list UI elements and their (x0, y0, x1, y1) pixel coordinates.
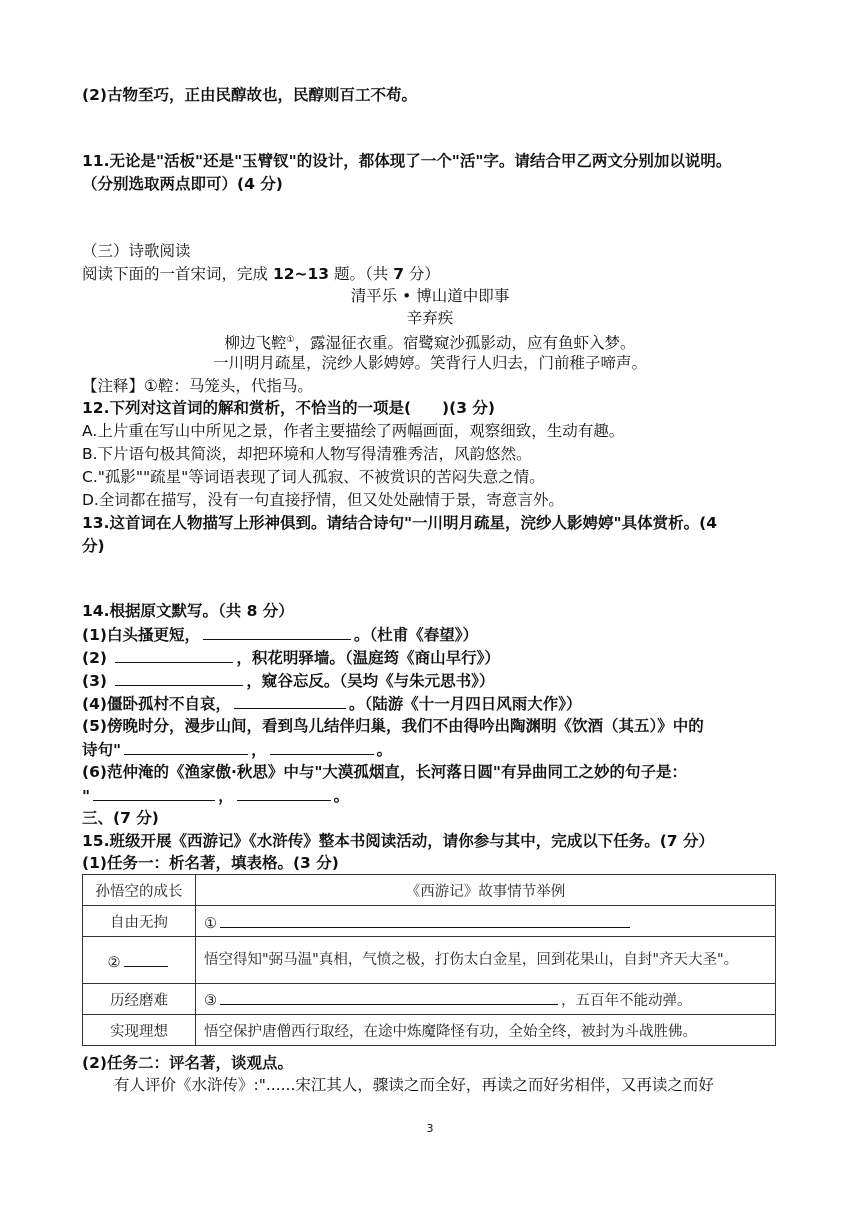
q13-line-1: 13.这首词在人物描写上形神俱到。请结合诗句"一川明月疏星，浣纱人影娉婷"具体赏析。(4 (82, 514, 717, 532)
q11-line-1: 11.无论是"活板"还是"玉臂钗"的设计，都体现了一个"活"字。请结合甲乙两文分别加以说明。 (82, 152, 732, 170)
answer-blank-1[interactable] (203, 623, 351, 640)
evaluation-line: 有人评价《水浒传》:"......宋江其人，骤读之而全好，再读之而好劣相伴，又再读之而好 (114, 1076, 714, 1094)
q14-6-end: 。 (333, 787, 350, 805)
instr-part-1: 阅读下面的一首宋词，完成 (82, 265, 273, 283)
task-1: (1)任务一：析名著，填表格。(3 分) (82, 854, 339, 872)
answer-blank-3[interactable] (115, 669, 243, 686)
q10-item-2: (2)古物至巧，正由民醇故也，民醇则百工不苟。 (82, 86, 417, 104)
table-row (83, 1015, 776, 1046)
header-examples: 《西游记》故事情节举例 (196, 875, 776, 906)
answer-blank-6b[interactable] (237, 784, 331, 801)
answer-blank-5a[interactable] (124, 738, 248, 755)
q14-1-source: 。（杜甫《春望》） (353, 626, 478, 644)
poem-line-2: 一川明月疏星，浣纱人影娉婷。笑背行人归去，门前稚子啼声。 (212, 354, 647, 372)
q14-5-lead: 诗句" (82, 741, 122, 759)
q14-4-text: (4)僵卧孤村不自哀， (82, 695, 231, 713)
q14-item-1 (82, 623, 478, 646)
q14-3-text: ，窥谷忘反。（吴均《与朱元思书》） (246, 672, 495, 690)
q14-6-lead: " (82, 787, 91, 805)
q14-2-num: (2) (82, 649, 113, 667)
answer-blank-table-3[interactable] (220, 988, 558, 1005)
header-growth: 孙悟空的成长 (83, 875, 196, 906)
instr-part-3: 分） (403, 265, 440, 283)
row3-text: ，五百年不能动弹。 (561, 993, 692, 1009)
page-number: 3 (426, 1122, 434, 1135)
q14-item-5-line-2 (82, 738, 392, 761)
q14-item-2 (82, 646, 500, 669)
q14-5-end: 。 (376, 741, 393, 759)
q12-option-b[interactable]: B.下片语句极其简淡，却把环境和人物写得清雅秀洁，风韵悠然。 (82, 445, 532, 463)
row2-stage (83, 937, 196, 984)
poem-author: 辛弃疾 (406, 309, 454, 327)
q14-1-text: (1)白头搔更短， (82, 626, 200, 644)
q14-4-source: 。（陆游《十一月四日风雨大作》） (348, 695, 582, 713)
poem-line-1b: ，露湿征衣重。宿鹭窥沙孤影动，应有鱼虾入梦。 (294, 334, 636, 353)
q14-3-num: (3) (82, 672, 113, 690)
row4-stage: 实现理想 (83, 1015, 196, 1046)
poetry-instruction (82, 263, 440, 285)
table-header-row (83, 875, 776, 906)
q14-item-6-line-1: (6)范仲淹的《渔家傲·秋思》中与"大漠孤烟直，长河落日圆"有异曲同工之妙的句子是： (82, 763, 687, 781)
poem-title: 清平乐 • 博山道中即事 (350, 287, 510, 305)
section-three-heading: 三、(7 分) (82, 809, 159, 827)
section-poetry-heading: （三）诗歌阅读 (82, 242, 191, 260)
q14-item-6-line-2 (82, 784, 349, 807)
answer-blank-table-2[interactable] (124, 950, 168, 967)
row1-marker: ① (204, 915, 217, 932)
q12-option-c[interactable]: C."孤影""疏星"等词语表现了词人孤寂、不被赏识的苦闷失意之情。 (82, 468, 545, 486)
q13-line-2: 分) (82, 537, 105, 555)
row1-stage: 自由无拘 (83, 906, 196, 937)
q14-6-comma: ， (218, 787, 234, 805)
answer-blank-2[interactable] (115, 646, 233, 663)
row3-stage: 历经磨难 (83, 984, 196, 1015)
story-table (82, 874, 776, 1046)
table-row (83, 906, 776, 937)
instr-part-2: 题。（共 (329, 265, 394, 283)
row2-marker: ② (107, 954, 121, 971)
row3-example (196, 984, 776, 1015)
instr-score: 7 (393, 265, 404, 283)
answer-blank-table-1[interactable] (220, 911, 630, 928)
poem-note: 【注释】①鞚：马笼头，代指马。 (82, 377, 313, 395)
answer-blank-6a[interactable] (93, 784, 215, 801)
q11-line-2: （分别选取两点即可）(4 分) (82, 175, 283, 193)
q15-stem: 15.班级开展《西游记》《水浒传》整本书阅读活动，请你参与其中，完成以下任务。(7 分） (82, 832, 714, 850)
row3-marker: ③ (204, 993, 217, 1009)
poem-line-1 (0, 329, 860, 354)
task-2: (2)任务二：评名著，谈观点。 (82, 1054, 293, 1072)
table-row (83, 937, 776, 984)
answer-blank-5b[interactable] (270, 738, 374, 755)
q14-item-3 (82, 669, 494, 692)
table-row (83, 984, 776, 1015)
q14-2-text: ，积花明驿墙。（温庭筠《商山早行》） (236, 649, 500, 667)
q12-option-a[interactable]: A.上片重在写山中所见之景，作者主要描绘了两幅画面，观察细致，生动有趣。 (82, 422, 625, 440)
q14-item-5-line-1: (5)傍晚时分，漫步山间，看到鸟儿结伴归巢，我们不由得吟出陶渊明《饮酒（其五）》中的 (82, 717, 704, 735)
q14-item-4 (82, 692, 581, 715)
q14-stem: 14.根据原文默写。（共 8 分） (82, 602, 294, 620)
q12-stem: 12.下列对这首词的解和赏析，不恰当的一项是( )(3 分) (82, 399, 495, 417)
answer-blank-4[interactable] (234, 692, 346, 709)
row1-example (196, 906, 776, 937)
q14-5-comma: ， (251, 741, 267, 759)
row4-example: 悟空保护唐僧西行取经，在途中炼魔降怪有功，全始全终，被封为斗战胜佛。 (196, 1015, 776, 1046)
footnote-marker: ① (286, 335, 295, 345)
q12-option-d[interactable]: D.全词都在描写，没有一句直接抒情，但又处处融情于景，寄意言外。 (82, 491, 564, 509)
instr-range: 12~13 (272, 265, 330, 283)
row2-example: 悟空得知"弼马温"真相，气愤之极，打伤太白金星，回到花果山，自封"齐天大圣"。 (196, 937, 776, 984)
poem-line-1a: 柳边飞鞚 (224, 334, 287, 353)
